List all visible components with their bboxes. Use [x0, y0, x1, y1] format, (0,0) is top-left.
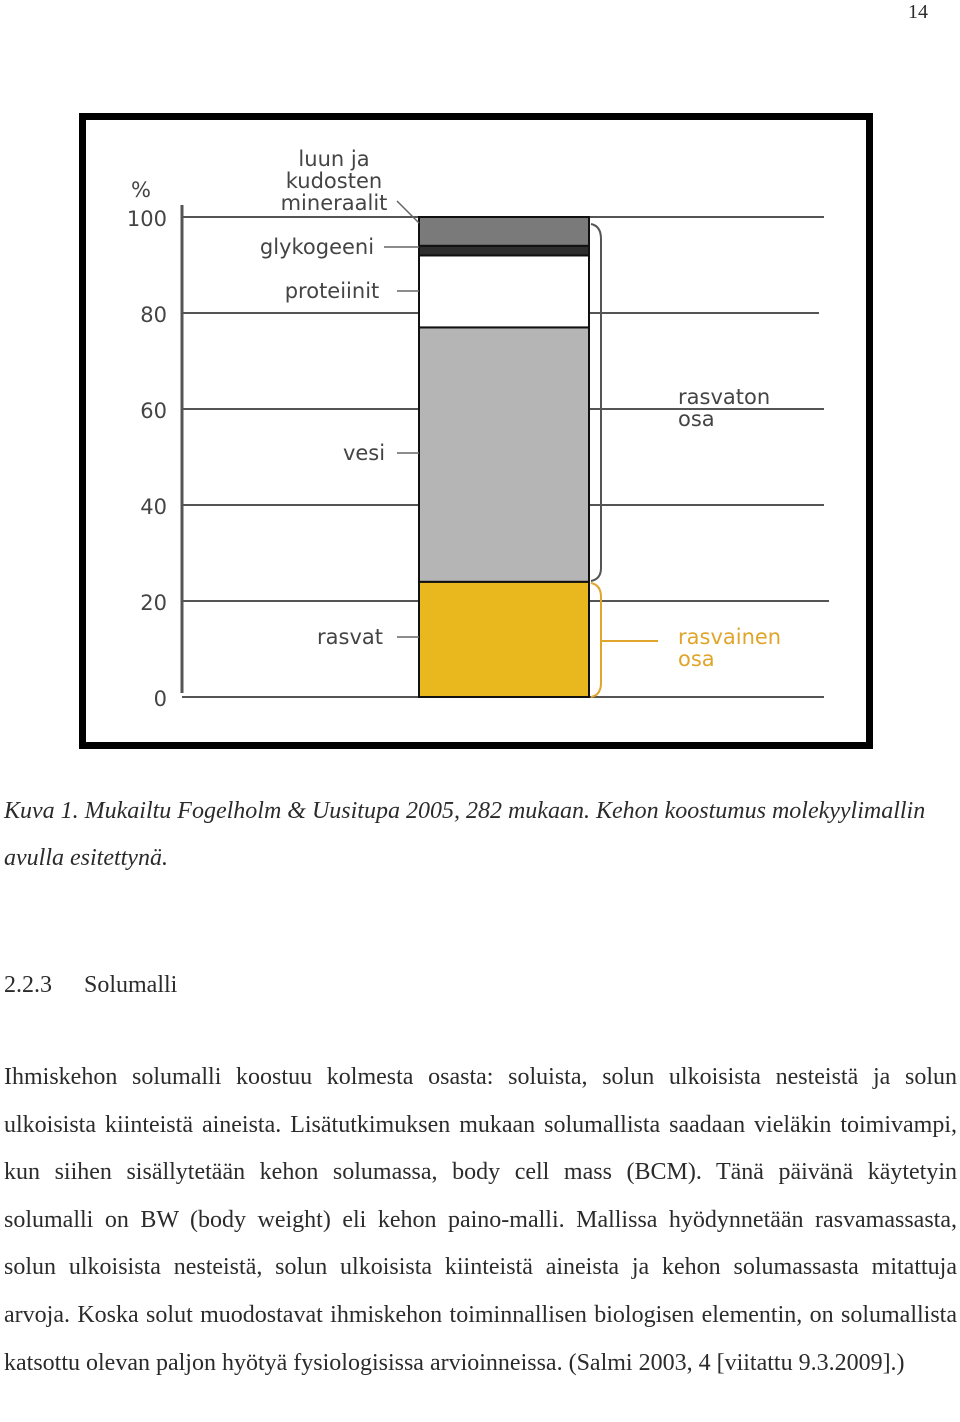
bar-segment-2	[419, 255, 589, 327]
y-tick-100: 100	[126, 207, 167, 231]
bar-segment-3	[419, 246, 589, 256]
stacked-bar	[419, 217, 589, 697]
label-minerals-line-3: mineraalit	[280, 191, 388, 215]
y-tick-0: 0	[153, 687, 167, 711]
section-number: 2.2.3	[4, 972, 52, 998]
label-minerals-line-2: kudosten	[285, 169, 383, 193]
label-minerals-line-1: luun ja	[298, 147, 370, 171]
figure-caption: Kuva 1. Mukailtu Fogelholm & Uusitupa 2005, 282 mukaan. Kehon koostumus molekyylimallin avulla esitettynä.	[4, 798, 926, 871]
section-heading	[4, 965, 177, 1005]
label-fat: rasvat	[317, 625, 383, 649]
group-label-fat-line-1: rasvainen	[678, 625, 782, 649]
label-water: vesi	[342, 441, 386, 465]
bar-segment-4	[419, 217, 589, 246]
bracket-fat-free	[591, 224, 601, 581]
group-label-fat-free-line-2: osa	[678, 407, 715, 431]
y-tick-20: 20	[140, 591, 167, 615]
group-label-fat-line-2: osa	[678, 647, 715, 671]
body-paragraph: Ihmiskehon solumalli koostuu kolmesta osasta: soluista, solun ulkoisista nesteistä ja solun ulkoisista kiinteistä aineista. Lisätutkimuksen mukaan solumallista saadaan vieläkin toimivampi, kun siihen sisällytetään kehon solumassa, body cell mass (BCM). Tänä päivänä käytetyin solumalli on BW (body weight) eli kehon paino-malli. Mallissa hyödynnetään rasvamassasta, solun ulkoisista nesteistä, solun ulkoisista kiinteistä aineista ja kehon solumassasta mitattuja arvoja. Koska solut muodostavat ihmiskehon toiminnallisen biologisen elementin, on solumallista katsottu olevan paljon hyötyä fysiologisissa arvioinneissa. (Salmi 2003, 4 [viitattu 9.3.2009].)	[4, 1064, 957, 1376]
figure-body-composition	[79, 113, 873, 749]
y-axis-unit: %	[131, 178, 151, 202]
group-label-fat-free-line-1: rasvaton	[678, 385, 771, 409]
y-tick-60: 60	[140, 399, 167, 423]
page-number: 14	[908, 1, 928, 23]
label-glycogen: glykogeeni	[259, 235, 375, 259]
y-tick-80: 80	[140, 303, 167, 327]
label-protein: proteiinit	[284, 279, 380, 303]
body-composition-chart	[79, 113, 873, 749]
bar-segment-1	[419, 327, 589, 581]
leader-minerals	[397, 201, 419, 223]
bar-segment-0	[419, 582, 589, 697]
y-tick-40: 40	[140, 495, 167, 519]
section-title: Solumalli	[84, 972, 178, 998]
